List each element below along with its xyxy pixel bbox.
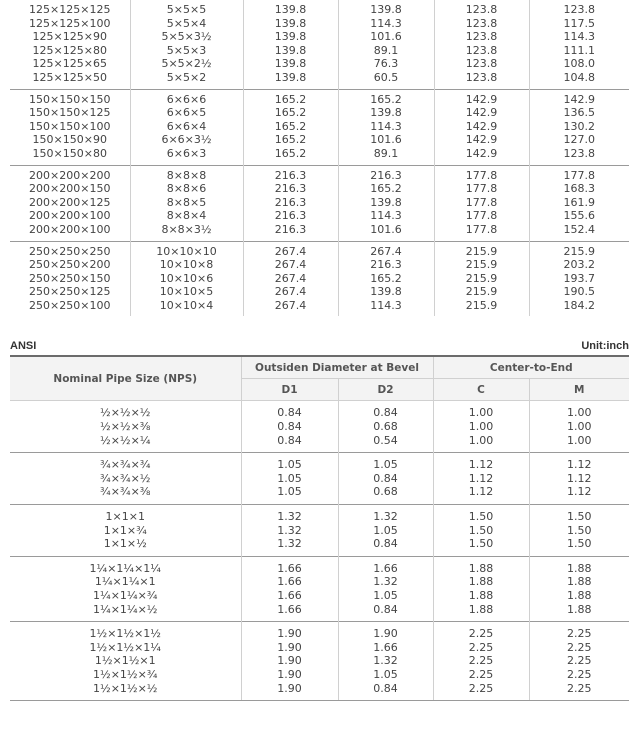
table-cell: 1¼×1¼×½ — [93, 602, 158, 616]
table-cell: 150×150×125 — [29, 106, 111, 120]
table-row — [10, 89, 629, 106]
table-cell: 2.25 — [433, 682, 529, 701]
table-cell: 2.25 — [529, 622, 629, 641]
table-cell: 267.4 — [243, 285, 338, 299]
table-cell: 1.05 — [338, 589, 433, 603]
table-row — [10, 420, 629, 434]
table-cell: 1.50 — [529, 537, 629, 556]
table-cell: 142.9 — [529, 89, 629, 106]
table-cell: 125×125×80 — [32, 43, 107, 57]
table-cell: 1¼×1¼×¾ — [93, 589, 158, 602]
table-row — [10, 106, 629, 120]
document-page — [10, 0, 629, 707]
table-cell: 1.12 — [529, 472, 629, 486]
table-cell: 216.3 — [243, 209, 338, 223]
table-cell: 177.8 — [434, 196, 529, 210]
table-cell: 150×150×150 — [10, 89, 130, 106]
table-cell: 10×10×8 — [130, 258, 243, 272]
table-cell: 123.8 — [434, 30, 529, 44]
table-row — [10, 241, 629, 258]
table-cell: 150×150×80 — [32, 146, 107, 160]
table-row — [10, 622, 629, 641]
table-cell: 216.3 — [243, 196, 338, 210]
table-cell: ¾×¾×⅜ — [100, 485, 151, 499]
table-cell: 0.54 — [338, 434, 433, 453]
table-cell: 1½×1½×1½ — [10, 622, 241, 641]
table-cell: 89.1 — [338, 147, 434, 165]
table-cell: 114.3 — [338, 299, 434, 317]
table-cell: 8×8×3½ — [130, 223, 243, 241]
table-cell: 1.05 — [338, 524, 433, 538]
table-cell: 0.84 — [241, 420, 338, 434]
table-cell: 5×5×2½ — [130, 57, 243, 71]
table-cell: 1.88 — [529, 589, 629, 603]
table-cell: 1.90 — [241, 654, 338, 668]
table-row — [10, 641, 629, 655]
table-cell: 5×5×3½ — [130, 30, 243, 44]
table-cell: 1×1×½ — [103, 537, 147, 551]
metric-dimensions-table — [10, 0, 629, 316]
table-cell: 2.25 — [433, 668, 529, 682]
table-cell: 215.9 — [434, 285, 529, 299]
table-cell: 1.66 — [241, 575, 338, 589]
table-cell: 1.32 — [241, 505, 338, 524]
table-cell: 125×125×90 — [32, 30, 107, 44]
table-cell: 6×6×3 — [130, 147, 243, 165]
table-cell: 215.9 — [434, 299, 529, 317]
table-cell: 1.05 — [241, 485, 338, 504]
table-row — [10, 0, 629, 17]
table-cell: 184.2 — [529, 299, 629, 317]
table-row — [10, 537, 629, 556]
table-cell: 8×8×8 — [130, 165, 243, 182]
table-row — [10, 57, 629, 71]
table-cell: 2.25 — [529, 668, 629, 682]
table-cell: 1×1×¾ — [103, 523, 147, 537]
table-cell: 215.9 — [434, 258, 529, 272]
table-cell: 165.2 — [338, 182, 434, 196]
table-cell: 1.05 — [241, 472, 338, 486]
table-row — [10, 401, 629, 420]
header-d1: D1 — [241, 379, 338, 401]
table-cell: 152.4 — [529, 223, 629, 241]
table-cell: 1.00 — [433, 420, 529, 434]
table-row — [10, 682, 629, 701]
table-cell: 1.32 — [338, 505, 433, 524]
table-cell: 101.6 — [338, 30, 434, 44]
table-cell: 114.3 — [338, 209, 434, 223]
table-cell: 1.12 — [433, 485, 529, 504]
table-cell: 108.0 — [529, 57, 629, 71]
table-cell: 250×250×125 — [29, 285, 111, 299]
table-cell: 1.88 — [433, 589, 529, 603]
table-cell: 1.88 — [529, 575, 629, 589]
table-cell: 125×125×100 — [29, 16, 111, 30]
table-cell: 5×5×4 — [130, 17, 243, 31]
table-cell: 1.12 — [433, 472, 529, 486]
table-cell: 1.88 — [529, 603, 629, 622]
table-cell: 60.5 — [338, 71, 434, 89]
table-cell: 1.90 — [241, 641, 338, 655]
table-cell: 8×8×4 — [130, 209, 243, 223]
table-row — [10, 434, 629, 453]
table-cell: 139.8 — [243, 44, 338, 58]
table-cell: 1.32 — [241, 524, 338, 538]
header-center-to-end: Center-to-End — [433, 356, 629, 379]
table-row — [10, 575, 629, 589]
table-row — [10, 17, 629, 31]
table-cell: 8×8×6 — [130, 182, 243, 196]
table-cell: 216.3 — [243, 165, 338, 182]
table-cell: 200×200×125 — [29, 195, 111, 209]
table-cell: 1.05 — [338, 453, 433, 472]
table-cell: 250×250×200 — [29, 258, 111, 272]
table-row — [10, 165, 629, 182]
table-row — [10, 589, 629, 603]
table-cell: 139.8 — [338, 196, 434, 210]
table-cell: ½×½×¼ — [100, 433, 151, 447]
table-cell: 0.84 — [338, 472, 433, 486]
table-cell: ¾×¾×½ — [100, 471, 151, 485]
table-cell: 250×250×100 — [29, 298, 111, 312]
table-cell: 6×6×5 — [130, 106, 243, 120]
table-row — [10, 133, 629, 147]
table-cell: 1×1×1 — [10, 505, 241, 524]
table-cell: 0.84 — [241, 434, 338, 453]
table-cell: 104.8 — [529, 71, 629, 89]
table-cell: 1.05 — [241, 453, 338, 472]
table-cell: 2.25 — [433, 622, 529, 641]
table-cell: 2.25 — [529, 682, 629, 701]
table-cell: 139.8 — [243, 57, 338, 71]
size-group — [10, 622, 629, 700]
table-cell: 1.32 — [338, 654, 433, 668]
table-cell: 125×125×125 — [29, 3, 111, 16]
table-cell: 139.8 — [243, 30, 338, 44]
table-cell: 1.05 — [338, 668, 433, 682]
table-cell: 2.25 — [433, 654, 529, 668]
table-cell: 190.5 — [529, 285, 629, 299]
table-cell: 123.8 — [434, 17, 529, 31]
table-cell: 250×250×250 — [10, 241, 130, 258]
table-row — [10, 272, 629, 286]
table-cell: 123.8 — [529, 0, 629, 17]
table-cell: 1.00 — [529, 401, 629, 420]
table-row — [10, 299, 629, 317]
table-row — [10, 556, 629, 575]
table-cell: 165.2 — [243, 133, 338, 147]
size-group — [10, 556, 629, 621]
header-d2: D2 — [338, 379, 433, 401]
table-cell: 1.50 — [433, 537, 529, 556]
table-cell: 5×5×3 — [130, 44, 243, 58]
header-m: M — [529, 379, 629, 401]
table-cell: 1.50 — [433, 524, 529, 538]
table-cell: 0.84 — [241, 401, 338, 420]
table-cell: 177.8 — [434, 182, 529, 196]
table-row — [10, 44, 629, 58]
table-row — [10, 30, 629, 44]
table-cell: 267.4 — [338, 241, 434, 258]
table-row — [10, 505, 629, 524]
table-cell: 155.6 — [529, 209, 629, 223]
table-cell: 1.00 — [529, 434, 629, 453]
table-cell: 6×6×4 — [130, 120, 243, 134]
table-cell: 130.2 — [529, 120, 629, 134]
table-cell: 203.2 — [529, 258, 629, 272]
table-cell: 2.25 — [433, 641, 529, 655]
table-cell: 1½×1½×¾ — [93, 667, 158, 681]
table-cell: 89.1 — [338, 44, 434, 58]
table-cell: 1.66 — [241, 589, 338, 603]
table-cell: 165.2 — [243, 106, 338, 120]
table-cell: 1.50 — [529, 505, 629, 524]
table-cell: 1.00 — [433, 401, 529, 420]
ansi-dimensions-table — [10, 355, 629, 700]
table-cell: 123.8 — [434, 71, 529, 89]
ansi-title: ANSI — [10, 340, 37, 353]
table-cell: 250×250×150 — [29, 271, 111, 285]
table-cell: 1.00 — [529, 420, 629, 434]
table-row — [10, 453, 629, 472]
table-cell: 1.90 — [241, 668, 338, 682]
table-row — [10, 285, 629, 299]
table-cell: 200×200×100 — [29, 222, 111, 236]
table-cell: 139.8 — [338, 0, 434, 17]
table-cell: ¾×¾×¾ — [10, 453, 241, 472]
table-cell: 165.2 — [243, 89, 338, 106]
table-row — [10, 668, 629, 682]
table-cell: 125×125×65 — [32, 57, 107, 71]
table-cell: 1.88 — [529, 556, 629, 575]
table-cell: 76.3 — [338, 57, 434, 71]
table-cell: 123.8 — [434, 57, 529, 71]
table-cell: 200×200×150 — [29, 182, 111, 196]
table-cell: 0.84 — [338, 401, 433, 420]
table-cell: 142.9 — [434, 147, 529, 165]
table-cell: 1¼×1¼×1 — [94, 575, 156, 589]
table-cell: 267.4 — [243, 299, 338, 317]
header-nps: Nominal Pipe Size (NPS) — [10, 356, 241, 401]
table-cell: 1½×1½×1¼ — [89, 640, 161, 654]
table-cell: 177.8 — [434, 165, 529, 182]
table-cell: 142.9 — [434, 106, 529, 120]
table-cell: 1.66 — [241, 556, 338, 575]
size-group — [10, 505, 629, 557]
unit-label: Unit:inch — [581, 340, 629, 353]
table-cell: 0.68 — [338, 420, 433, 434]
ansi-table-header — [10, 356, 629, 401]
table-row — [10, 182, 629, 196]
table-cell: 139.8 — [243, 0, 338, 17]
table-cell: 1.90 — [338, 622, 433, 641]
table-cell: 114.3 — [529, 30, 629, 44]
table-cell: 10×10×4 — [130, 299, 243, 317]
table-cell: 139.8 — [338, 285, 434, 299]
table-cell: 139.8 — [338, 106, 434, 120]
table-cell: 123.8 — [529, 147, 629, 165]
table-cell: 117.5 — [529, 17, 629, 31]
table-cell: 0.84 — [338, 537, 433, 556]
table-cell: 161.9 — [529, 196, 629, 210]
table-cell: ½×½×⅜ — [100, 420, 151, 434]
table-cell: 1.32 — [338, 575, 433, 589]
table-row — [10, 120, 629, 134]
table-cell: 142.9 — [434, 120, 529, 134]
metric-table-body — [10, 0, 629, 316]
table-cell: 165.2 — [338, 272, 434, 286]
table-cell: 10×10×6 — [130, 272, 243, 286]
table-cell: 1.66 — [338, 556, 433, 575]
table-cell: 1.50 — [529, 524, 629, 538]
table-cell: 150×150×90 — [32, 133, 107, 147]
table-cell: 1.00 — [433, 434, 529, 453]
table-cell: 127.0 — [529, 133, 629, 147]
table-cell: 0.68 — [338, 485, 433, 504]
table-cell: 1.88 — [433, 556, 529, 575]
table-cell: 267.4 — [243, 241, 338, 258]
table-cell: 101.6 — [338, 223, 434, 241]
table-cell: 216.3 — [338, 165, 434, 182]
table-cell: 193.7 — [529, 272, 629, 286]
table-cell: 1.90 — [241, 622, 338, 641]
size-group — [10, 453, 629, 505]
table-cell: 8×8×5 — [130, 196, 243, 210]
table-cell: 142.9 — [434, 89, 529, 106]
table-cell: 177.8 — [529, 165, 629, 182]
table-cell: 168.3 — [529, 182, 629, 196]
table-cell: 1.66 — [241, 603, 338, 622]
table-cell: 101.6 — [338, 133, 434, 147]
table-cell: 142.9 — [434, 133, 529, 147]
table-cell: 267.4 — [243, 272, 338, 286]
table-cell: 267.4 — [243, 258, 338, 272]
table-cell: 6×6×6 — [130, 89, 243, 106]
table-cell: 1½×1½×1 — [94, 654, 156, 668]
table-cell: 2.25 — [529, 654, 629, 668]
table-cell: 177.8 — [434, 209, 529, 223]
table-cell: 10×10×10 — [130, 241, 243, 258]
table-row — [10, 654, 629, 668]
table-cell: 215.9 — [434, 272, 529, 286]
table-cell: 1.12 — [529, 453, 629, 472]
table-cell: 215.9 — [434, 241, 529, 258]
table-cell: 6×6×3½ — [130, 133, 243, 147]
table-row — [10, 147, 629, 165]
table-row — [10, 524, 629, 538]
table-cell: 200×200×200 — [10, 165, 130, 182]
table-cell: 165.2 — [338, 89, 434, 106]
table-cell: 139.8 — [243, 17, 338, 31]
size-group — [10, 401, 629, 453]
table-cell: 125×125×50 — [32, 70, 107, 84]
table-cell: 165.2 — [243, 147, 338, 165]
table-row — [10, 71, 629, 89]
table-cell: 139.8 — [243, 71, 338, 89]
header-outside-diameter: Outsiden Diameter at Bevel — [241, 356, 433, 379]
table-cell: 5×5×5 — [130, 0, 243, 17]
table-cell: 136.5 — [529, 106, 629, 120]
table-cell: 123.8 — [434, 44, 529, 58]
table-row — [10, 472, 629, 486]
table-cell: 1.88 — [433, 575, 529, 589]
table-cell: 114.3 — [338, 120, 434, 134]
ansi-section-header — [10, 330, 629, 355]
table-cell: 114.3 — [338, 17, 434, 31]
table-cell: 1.50 — [433, 505, 529, 524]
table-cell: 1.12 — [529, 485, 629, 504]
table-cell: 5×5×2 — [130, 71, 243, 89]
table-cell: 215.9 — [529, 241, 629, 258]
table-cell: ½×½×½ — [100, 406, 151, 420]
table-cell: 0.84 — [338, 682, 433, 701]
table-cell: 1.32 — [241, 537, 338, 556]
table-cell: 150×150×100 — [29, 119, 111, 133]
table-cell: 1¼×1¼×1¼ — [10, 556, 241, 575]
table-row — [10, 485, 629, 504]
table-cell: 2.25 — [529, 641, 629, 655]
table-cell: 1.88 — [433, 603, 529, 622]
table-cell: 10×10×5 — [130, 285, 243, 299]
table-row — [10, 223, 629, 241]
table-row — [10, 258, 629, 272]
table-cell: 111.1 — [529, 44, 629, 58]
table-cell: 1.66 — [338, 641, 433, 655]
table-cell: 216.3 — [243, 182, 338, 196]
table-cell: 0.84 — [338, 603, 433, 622]
table-cell: 165.2 — [243, 120, 338, 134]
table-cell: 216.3 — [338, 258, 434, 272]
table-cell: 200×200×100 — [29, 209, 111, 223]
table-cell: 1.12 — [433, 453, 529, 472]
table-cell: 123.8 — [434, 0, 529, 17]
table-row — [10, 209, 629, 223]
table-row — [10, 603, 629, 622]
table-row — [10, 196, 629, 210]
header-c: C — [433, 379, 529, 401]
table-cell: 1½×1½×½ — [93, 681, 158, 695]
table-continuation-line — [10, 700, 629, 707]
table-cell: 216.3 — [243, 223, 338, 241]
table-cell: 1.90 — [241, 682, 338, 701]
table-cell: 177.8 — [434, 223, 529, 241]
